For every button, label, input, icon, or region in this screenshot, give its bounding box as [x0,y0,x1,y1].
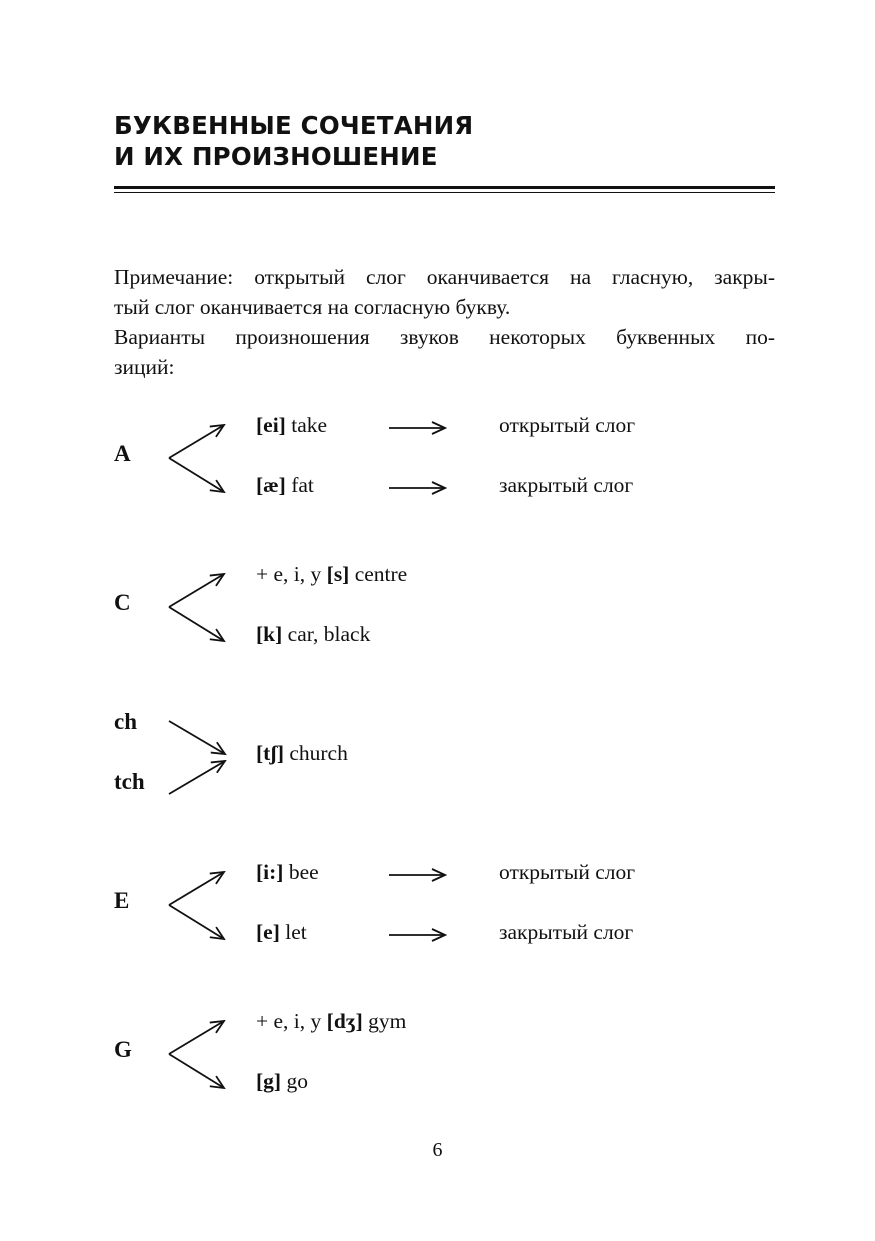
fork-arrows-e [169,872,224,939]
g-hard-word: go [286,1069,308,1093]
letter-tch: tch [114,769,145,794]
letter-e: E [114,888,130,913]
g-soft-word: gym [368,1009,407,1033]
c-hard-word: car, black [287,622,371,646]
g-soft-prefix: + e, i, y [256,1009,322,1033]
c-hard-sound: [k] [256,622,283,646]
e-closed-note: закрытый слог [499,920,634,944]
letter-g: G [114,1037,132,1062]
a-closed-entry [256,472,314,498]
g-hard-sound: [g] [256,1069,282,1093]
letter-c: C [114,590,131,615]
g-hard-entry [256,1068,308,1094]
e-closed-word: let [285,920,307,944]
c-soft-prefix: + e, i, y [256,562,322,586]
a-closed-note: закрытый слог [499,473,634,497]
page-number: 6 [432,1139,443,1161]
a-closed-word: fat [291,473,314,497]
c-hard-entry [256,621,370,647]
ch-sound: [tʃ] [256,741,284,765]
c-soft-entry [256,561,407,587]
fork-arrows-c [169,574,224,641]
title-line-2: И ИХ ПРОИЗНОШЕНИЕ [114,142,438,171]
letter-a: A [114,441,131,466]
result-arrows [389,428,445,935]
e-closed-sound: [e] [256,920,280,944]
c-soft-sound: [s] [326,562,350,586]
variants-line-1: Варианты произношения звуков некоторых буквенных по- [114,325,775,349]
variants-line-2: зиций: [114,355,175,379]
note-line-2: тый слог оканчивается на согласную букву. [114,295,511,319]
e-open-sound: [i:] [256,860,284,884]
a-closed-sound: [æ] [256,473,286,497]
ch-word: church [289,741,348,765]
fork-arrows-g [169,1021,224,1088]
letter-ch: ch [114,709,137,734]
e-open-note: открытый слог [499,860,636,884]
title-line-1: БУКВЕННЫЕ СОЧЕТАНИЯ [114,111,474,140]
a-open-word: take [291,413,328,437]
a-open-note: открытый слог [499,413,636,437]
e-open-entry [256,859,319,885]
merge-arrows-ch [169,721,225,794]
g-soft-entry [256,1008,406,1034]
c-soft-word: centre [354,562,408,586]
e-closed-entry [256,919,307,945]
fork-arrows-a [169,425,224,492]
note-line-1: Примечание: открытый слог оканчивается на гласную, закры- [114,265,775,289]
ch-entry [256,740,348,766]
g-soft-sound: [dʒ] [326,1009,363,1033]
a-open-entry [256,412,327,438]
a-open-sound: [ei] [256,413,286,437]
e-open-word: bee [288,860,319,884]
